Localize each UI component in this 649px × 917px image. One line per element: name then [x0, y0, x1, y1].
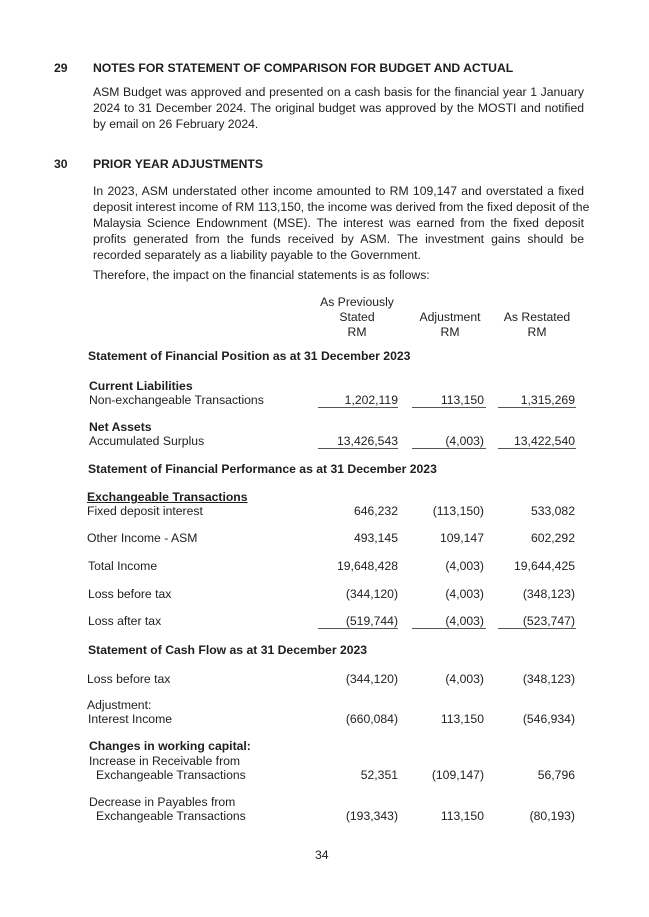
total-underline — [412, 407, 486, 408]
value-previously-stated: 13,426,543 — [337, 434, 398, 448]
col-header-as-restated — [487, 310, 587, 340]
row-label: Non-exchangeable Transactions — [89, 393, 264, 407]
value-previously-stated: 1,202,119 — [344, 393, 398, 407]
total-underline — [412, 628, 486, 629]
section-29-number: 29 — [54, 61, 68, 75]
value-as-restated: (348,123) — [522, 587, 575, 601]
col-header-line: As Previously — [320, 295, 394, 309]
row-label: Fixed deposit interest — [87, 504, 203, 518]
value-previously-stated: (344,120) — [345, 587, 398, 601]
row-label: Other Income - ASM — [87, 531, 198, 545]
value-as-restated: 13,422,540 — [514, 434, 575, 448]
col-header-line: Adjustment — [419, 310, 481, 324]
value-adjustment: (4,003) — [445, 587, 484, 601]
total-underline — [412, 448, 486, 449]
row-label: Interest Income — [88, 712, 172, 726]
value-adjustment: (4,003) — [445, 614, 484, 628]
value-previously-stated: (193,343) — [345, 809, 398, 823]
value-adjustment: (4,003) — [445, 434, 484, 448]
value-adjustment: 113,150 — [440, 393, 484, 407]
total-underline — [318, 407, 398, 408]
value-adjustment: (4,003) — [445, 672, 484, 686]
paragraph-line: deposit interest income of RM 113,150, the income was derived from the fixed deposit of the — [93, 200, 590, 214]
subheading-decrease-payables: Decrease in Payables from — [89, 795, 236, 809]
col-header-line: Stated — [339, 310, 375, 324]
paragraph-line: by email on 26 February 2024. — [93, 117, 259, 131]
col-header-line: RM — [440, 325, 460, 339]
col-header-adjustment — [400, 310, 500, 340]
value-as-restated: (80,193) — [529, 809, 575, 823]
value-adjustment: 113,150 — [440, 809, 484, 823]
value-as-restated: 1,315,269 — [520, 393, 575, 407]
section-30-number: 30 — [54, 157, 68, 171]
total-underline — [498, 448, 576, 449]
value-adjustment: 109,147 — [439, 531, 484, 545]
subheading-exchangeable-transactions: Exchangeable Transactions — [87, 490, 248, 504]
heading-financial-position: Statement of Financial Position as at 31 December 2023 — [88, 349, 411, 363]
value-adjustment: (109,147) — [431, 768, 484, 782]
page-number: 34 — [315, 848, 329, 862]
paragraph-line: 2024 to 31 December 2024. The original budget was approved by the MOSTI and notified — [93, 101, 584, 115]
col-header-line: As Restated — [503, 310, 571, 324]
value-previously-stated: 493,145 — [353, 531, 398, 545]
subheading-current-liabilities: Current Liabilities — [89, 379, 193, 393]
value-as-restated: (523,747) — [522, 614, 575, 628]
value-as-restated: (546,934) — [522, 712, 575, 726]
subheading-changes-working-capital: Changes in working capital: — [89, 739, 251, 753]
value-previously-stated: 646,232 — [353, 504, 398, 518]
paragraph-line: recorded separately as a liability payable to the Government. — [93, 248, 421, 262]
row-label: Loss before tax — [87, 672, 171, 686]
value-adjustment: 113,150 — [440, 712, 484, 726]
paragraph-line: In 2023, ASM understated other income amounted to RM 109,147 and overstated a fixed — [93, 184, 584, 198]
row-label: Accumulated Surplus — [89, 434, 205, 448]
value-previously-stated: (519,744) — [345, 614, 398, 628]
value-as-restated: 56,796 — [537, 768, 575, 782]
paragraph-line: ASM Budget was approved and presented on a cash basis for the financial year 1 January — [93, 85, 584, 99]
value-previously-stated: (344,120) — [345, 672, 398, 686]
value-previously-stated: 19,648,428 — [337, 559, 398, 573]
total-underline — [498, 407, 576, 408]
col-header-previously-stated — [307, 295, 407, 340]
paragraph-line: Malaysia Science Endownment (MSE). The interest was earned from the fixed deposit — [93, 216, 584, 230]
value-previously-stated: (660,084) — [345, 712, 398, 726]
value-as-restated: (348,123) — [522, 672, 575, 686]
row-label: Exchangeable Transactions — [96, 809, 246, 823]
value-as-restated: 533,082 — [530, 504, 575, 518]
col-header-line: RM — [347, 325, 367, 339]
row-label: Total Income — [88, 559, 158, 573]
heading-cash-flow: Statement of Cash Flow as at 31 December 2023 — [88, 643, 368, 657]
col-header-line: RM — [527, 325, 547, 339]
value-as-restated: 602,292 — [530, 531, 575, 545]
subheading-increase-receivable: Increase in Receivable from — [89, 754, 241, 768]
value-adjustment: (4,003) — [445, 559, 484, 573]
total-underline — [498, 628, 576, 629]
total-underline — [318, 628, 398, 629]
subheading-net-assets: Net Assets — [89, 420, 152, 434]
intro-text: Therefore, the impact on the financial statements is as follows: — [93, 268, 430, 282]
total-underline — [318, 448, 398, 449]
row-label: Loss after tax — [88, 614, 162, 628]
subheading-adjustment: Adjustment: — [87, 698, 152, 712]
value-as-restated: 19,644,425 — [514, 559, 575, 573]
section-29-title: NOTES FOR STATEMENT OF COMPARISON FOR BUDGET AND ACTUAL — [93, 61, 514, 75]
row-label: Exchangeable Transactions — [96, 768, 246, 782]
section-30-title: PRIOR YEAR ADJUSTMENTS — [93, 157, 263, 171]
row-label: Loss before tax — [88, 587, 172, 601]
value-adjustment: (113,150) — [432, 504, 484, 518]
paragraph-line: profits generated from the funds received by ASM. The investment gains should be — [93, 232, 584, 246]
value-previously-stated: 52,351 — [360, 768, 398, 782]
heading-financial-performance: Statement of Financial Performance as at 31 December 2023 — [88, 462, 437, 476]
